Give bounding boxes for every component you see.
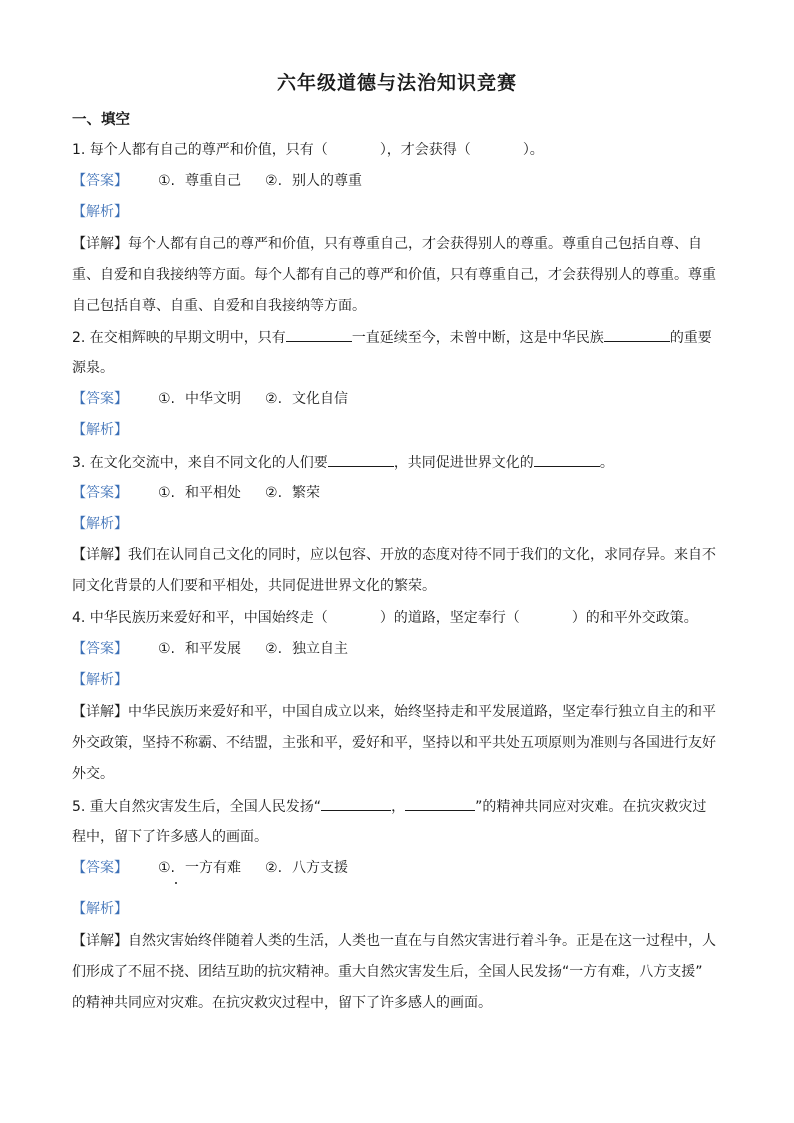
answer-label: 【答案】 [72,173,128,189]
detail-3-line-2: 同文化背景的人们要和平相处，共同促进世界文化的繁荣。 [72,578,436,594]
analysis-label-2: 【解析】 [72,422,128,438]
analysis-label-3: 【解析】 [72,516,128,532]
answer-3: 【答案】 ①. 和平相处 ②. 繁荣 [72,485,321,501]
detail-4-line-3: 外交。 [72,766,114,782]
detail-3-line-1: 【详解】我们在认同自己文化的同时，应以包容、开放的态度对待不同于我们的文化，求同存异。来自不 [72,547,716,563]
answer-2: 【答案】 ①. 中华文明 ②. 文化自信 [72,391,349,407]
question-1: 1. 每个人都有自己的尊严和价值，只有（ ），才会获得（ ）。 [72,142,544,158]
detail-5-line-3: 的精神共同应对灾难。在抗灾救灾过程中，留下了许多感人的画面。 [72,995,492,1011]
detail-1-line-3: 自己包括自尊、自重、自爱和自我接纳等方面。 [72,298,366,314]
analysis-label-4: 【解析】 [72,672,128,688]
question-2-cont: 源泉。 [72,360,114,376]
detail-5-line-1: 【详解】自然灾害始终伴随着人类的生活，人类也一直在与自然灾害进行着斗争。正是在这一过程中，人 [72,933,716,949]
answer-1: 【答案】 ①. 尊重自己 ②. 别人的尊重 [72,173,363,189]
detail-1-line-2: 重、自爱和自我接纳等方面。每个人都有自己的尊严和价值，只有尊重自己，才会获得别人的尊重。尊重 [72,267,716,283]
page-title: 六年级道德与法治知识竞赛 [276,72,517,94]
section-heading: 一、填空 [72,112,130,128]
answer-5: 【答案】 ①. 一方有难 ②. 八方支援 [72,860,349,876]
question-3: 3. 在文化交流中，来自不同文化的人们要 ，共同促进世界文化的 。 [72,452,614,473]
analysis-label-5: 【解析】 [72,901,128,917]
question-4: 4. 中华民族历来爱好和平，中国始终走（ ）的道路，坚定奉行（ ）的和平外交政策。 [72,610,698,626]
detail-5-line-2: 们形成了不屈不挠、团结互助的抗灾精神。重大自然灾害发生后，全国人民发扬“一方有难，八方支援” [72,964,703,980]
question-5-cont: 程中，留下了许多感人的画面。 [72,829,268,845]
question-2: 2. 在交相辉映的早期文明中，只有 一直延续至今，未曾中断，这是中华民族 的重要 [72,327,712,348]
detail-4-line-1: 【详解】中华民族历来爱好和平，中国自成立以来，始终坚持走和平发展道路，坚定奉行独立自主的和平 [72,704,716,720]
answer-4: 【答案】 ①. 和平发展 ②. 独立自主 [72,641,349,657]
detail-1-line-1: 【详解】每个人都有自己的尊严和价值，只有尊重自己，才会获得别人的尊重。尊重自己包括自尊、自 [72,236,702,252]
stray-dot [175,882,177,884]
question-5: 5. 重大自然灾害发生后，全国人民发扬“ ， ”的精神共同应对灾难。在抗灾救灾过 [72,796,706,817]
analysis-label-1: 【解析】 [72,204,128,220]
detail-4-line-2: 外交政策，坚持不称霸、不结盟，主张和平，爱好和平，坚持以和平共处五项原则为准则与各国进行友好 [72,735,716,751]
